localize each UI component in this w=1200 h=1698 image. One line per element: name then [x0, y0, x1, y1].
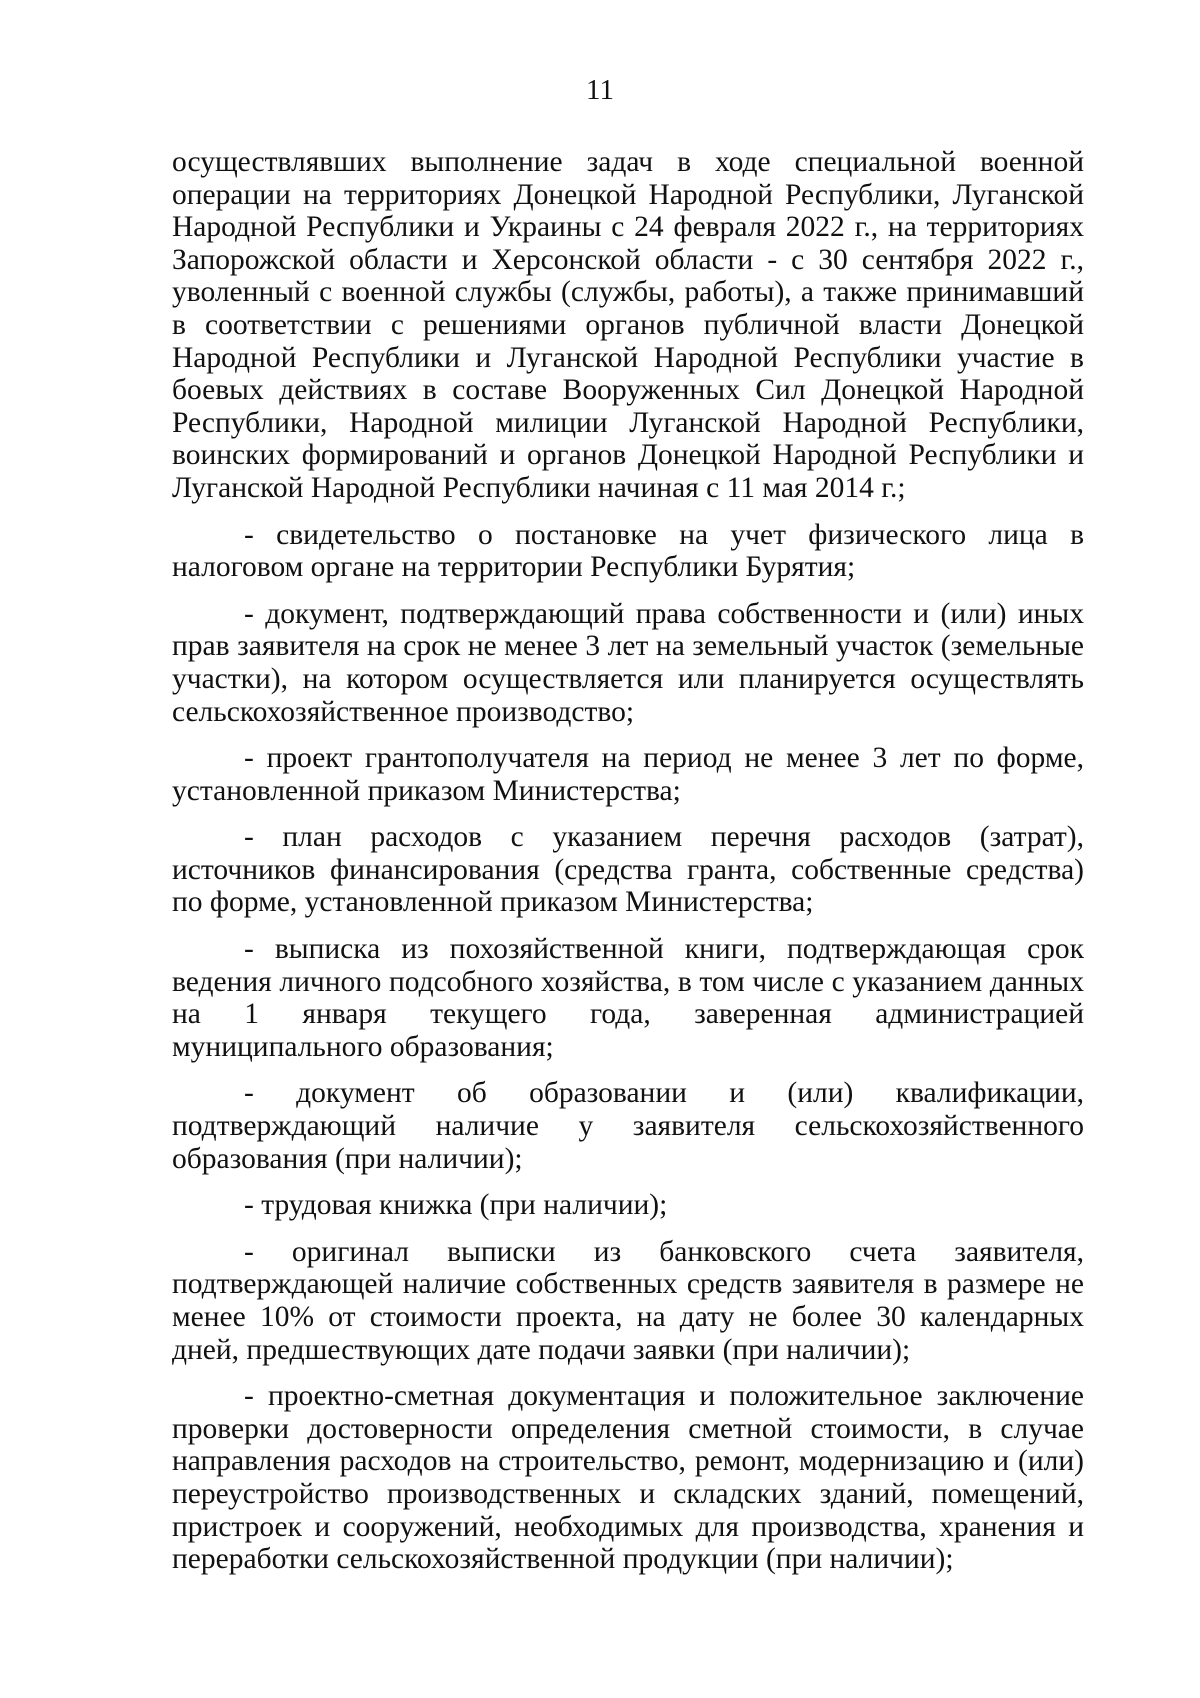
- paragraph-continuation: осуществлявших выполнение задач в ходе специальной военной операции на территориях Донецкой Народной Республики, Луганской Народной Республики и Украины с 24 февраля 2022 г., на территориях Запорожской области и Херсонской области - с 30 сентября 2022 г., уволенный с военной службы (службы, работы), а также принимавший в соответствии с решениями органов публичной власти Донецкой Народной Республики и Луганской Народной Республики участие в боевых действиях в составе Вооруженных Сил Донецкой Народной Республики, Народной милиции Луганской Народной Республики, воинских формирований и органов Донецкой Народной Республики и Луганской Народной Республики начиная с 11 мая 2014 г.;: [172, 146, 1084, 504]
- list-item-grantee-project: - проект грантополучателя на период не менее 3 лет по форме, установленной приказом Министерства;: [172, 742, 1084, 807]
- list-item-land-rights: - документ, подтверждающий права собственности и (или) иных прав заявителя на срок не менее 3 лет на земельный участок (земельные участки), на котором осуществляется или планируется осуществлять сельскохозяйственное производство;: [172, 597, 1084, 728]
- list-item-employment-record: - трудовая книжка (при наличии);: [244, 1189, 668, 1222]
- list-item-expense-plan: - план расходов с указанием перечня расходов (затрат), источников финансирования (средства гранта, собственные средства) по форме, установленной приказом Министерства;: [172, 821, 1084, 919]
- page-number: 11: [586, 74, 614, 106]
- list-item-bank-statement: - оригинал выписки из банковского счета заявителя, подтверждающей наличие собственных средств заявителя в размере не менее 10% от стоимости проекта, на дату не более 30 календарных дней, предшествующих дате подачи заявки (при наличии);: [172, 1235, 1084, 1366]
- document-body: [172, 146, 1084, 1590]
- list-item-design-estimate-docs: - проектно-сметная документация и положительное заключение проверки достоверности определения сметной стоимости, в случае направления расходов на строительство, ремонт, модернизацию и (или) переустройство производственных и складских зданий, помещений, пристроек и сооружений, необходимых для производства, хранения и переработки сельскохозяйственной продукции (при наличии);: [172, 1380, 1084, 1576]
- list-item-education-document: - документ об образовании и (или) квалификации, подтверждающий наличие у заявителя сельскохозяйственного образования (при наличии);: [172, 1077, 1084, 1175]
- list-item-tax-registration: - свидетельство о постановке на учет физического лица в налоговом органе на территории Республики Бурятия;: [172, 518, 1084, 584]
- list-item-household-book-extract: - выписка из похозяйственной книги, подтверждающая срок ведения личного подсобного хозяйства, в том числе с указанием данных на 1 января текущего года, заверенная администрацией муниципального образования;: [172, 933, 1084, 1063]
